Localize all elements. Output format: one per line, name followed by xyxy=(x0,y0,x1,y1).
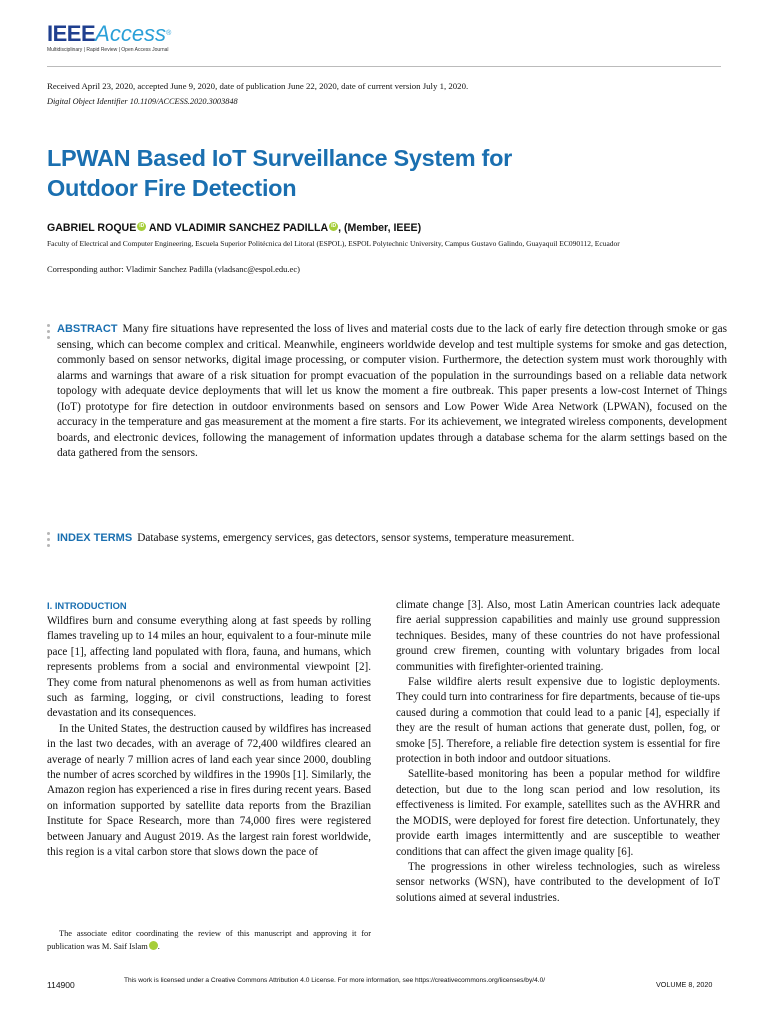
author-1-name: GABRIEL ROQUE xyxy=(47,222,137,234)
title-line-2: Outdoor Fire Detection xyxy=(47,175,297,201)
body-paragraph: False wildfire alerts result expensive due to logistic deployments. They could turn into contrariness for fire departments, because of tie-ups caused during a commotion that could lead to a panic [4], especially if they are the result of human actions that generate dust, pollen, fog, or smoke [5]. Therefore, a reliable fire detection system is essential for fire protection in both indoor and outdoor situations. xyxy=(396,676,720,766)
logo-tagline: Multidisciplinary | Rapid Review | Open Access Journal xyxy=(47,47,169,53)
body-column-right xyxy=(396,598,720,906)
orcid-icon[interactable]: iD xyxy=(331,223,337,229)
page-number: 114900 xyxy=(47,980,75,990)
doi-line: Digital Object Identifier 10.1109/ACCESS.2020.3003848 xyxy=(47,97,238,106)
author-list xyxy=(47,222,421,234)
abstract-label: ABSTRACT xyxy=(57,323,118,335)
author-2-membership: , (Member, IEEE) xyxy=(338,222,422,234)
logo-ieee-text: IEEE xyxy=(47,21,96,46)
index-terms-label: INDEX TERMS xyxy=(57,532,133,544)
body-paragraph: Wildfires burn and consume everything along at fast speeds by rolling flames traveling up to 14 miles an hour, equivalent to a four-minute mile pace [1], affecting land populated with flora, fauna, and humans, which represents problems from a social and environmental viewpoint [2]. They come from natural phenomenons as well as from human activities such as farming, logging, or civil constructions, leading to forest devastation and its consequences. xyxy=(47,615,371,720)
logo-trademark: ® xyxy=(166,30,172,37)
affiliation: Faculty of Electrical and Computer Engineering, Escuela Superior Politécnica del Litoral (ESPOL), ESPOL Polytechnic University, Campus Gustavo Galindo, Guayaquil EC090112, Ecuador xyxy=(47,239,620,248)
volume-label: VOLUME 8, 2020 xyxy=(656,980,713,989)
index-terms-dots-icon xyxy=(47,532,51,550)
abstract-text: Many fire situations have represented the loss of lives and material costs due to the lack of early fire detection through smoke or gas sensing, which can become complex and critical. Meanwhile, engineers worldwide develop and test multiple systems for smoke and gas detection, commonly based on sensor networks, digital image processing, or computer vision. Furthermore, the detection system must work thoroughly with alarms and warnings that aware of a risk situation for prompt evacuation of the population in the surroundings based on a reliable data network topology with adequate device deployments that will let us know the moment a fire outbreak. This paper presents a low-cost Internet of Things (IoT) prototype for fire detection in outdoor environments based on sensors and Low Power Wide Area Network (LPWAN), focused on the accuracy in the temperature and gas measurement at the moment a fire starts. For its achievement, we integrated wireless components, development boards, and electronic devices, following the management of information updates through a database schema for the alarm settings based on the data gathered from the sensors. xyxy=(57,323,727,459)
section-heading-introduction: I. INTRODUCTION xyxy=(47,600,127,611)
body-column-left xyxy=(47,598,371,861)
orcid-icon[interactable]: iD xyxy=(149,941,158,950)
author-2-name: AND VLADIMIR SANCHEZ PADILLA xyxy=(146,222,329,234)
logo-access-text: Access xyxy=(95,21,167,46)
body-paragraph: Satellite-based monitoring has been a popular method for wildfire detection, but due to the long scan period and low resolution, its effectiveness is limited. For example, satellites such as the AVHRR and the MODIS, were deployed for forest fire detection. Unfortunately, they provide earth images intermittently and are susceptible to weather conditions that can affect the given image quality [6]. xyxy=(396,768,720,858)
received-dates: Received April 23, 2020, accepted June 9, 2020, date of publication June 22, 2020, date of current version July 1, 2020. xyxy=(47,81,469,91)
index-terms xyxy=(57,531,727,547)
corresponding-author: Corresponding author: Vladimir Sanchez Padilla (vladsanc@espol.edu.ec) xyxy=(47,264,300,274)
paper-title xyxy=(47,143,667,203)
body-paragraph: climate change [3]. Also, most Latin American countries lack adequate fire aerial suppression capabilities and mainly use ground suppression techniques. Besides, many of these countries do not have professional ground crew firemen, counting with voluntary brigades from local communities with firefighter-oriented training. xyxy=(396,599,720,673)
ieee-access-logo xyxy=(47,22,171,53)
title-line-1: LPWAN Based IoT Surveillance System for xyxy=(47,145,512,171)
license-notice[interactable]: This work is licensed under a Creative Commons Attribution 4.0 License. For more information, see https://creativecommons.org/licenses/by/4.0/ xyxy=(124,977,546,984)
orcid-icon[interactable]: iD xyxy=(139,223,145,229)
logo-wordmark xyxy=(47,22,171,46)
body-paragraph: The progressions in other wireless technologies, such as wireless sensor networks (WSN), have contributed to the development of IoT solutions aimed at several industries. xyxy=(396,860,720,904)
body-paragraph: In the United States, the destruction caused by wildfires has increased in the last two decades, with an average of 72,400 wildfires cleared an average of nearly 7 million acres of land each year since 2000, doubling the number of acres scorched by wildfires in the 1990s [1]. Similarly, the Amazon region has experienced a rise in fires during recent years. Based on information supported by satellite data reports from the Brazilian Institute for Space Research, more than 74,000 fires were registered between January and August 2019. As the largest rain forest worldwide, this region is a vital carbon store that slows down the pace of xyxy=(47,722,371,859)
abstract xyxy=(57,322,727,462)
index-terms-text: Database systems, emergency services, gas detectors, sensor systems, temperature measurement. xyxy=(137,532,575,544)
header-divider xyxy=(47,66,721,67)
footnote-text: The associate editor coordinating the review of this manuscript and approving it for publication was M. Saif Islam xyxy=(47,929,371,951)
editor-footnote: The associate editor coordinating the review of this manuscript and approving it for publication was M. Saif Islam iD. xyxy=(47,929,371,951)
abstract-dots-icon xyxy=(47,324,51,342)
